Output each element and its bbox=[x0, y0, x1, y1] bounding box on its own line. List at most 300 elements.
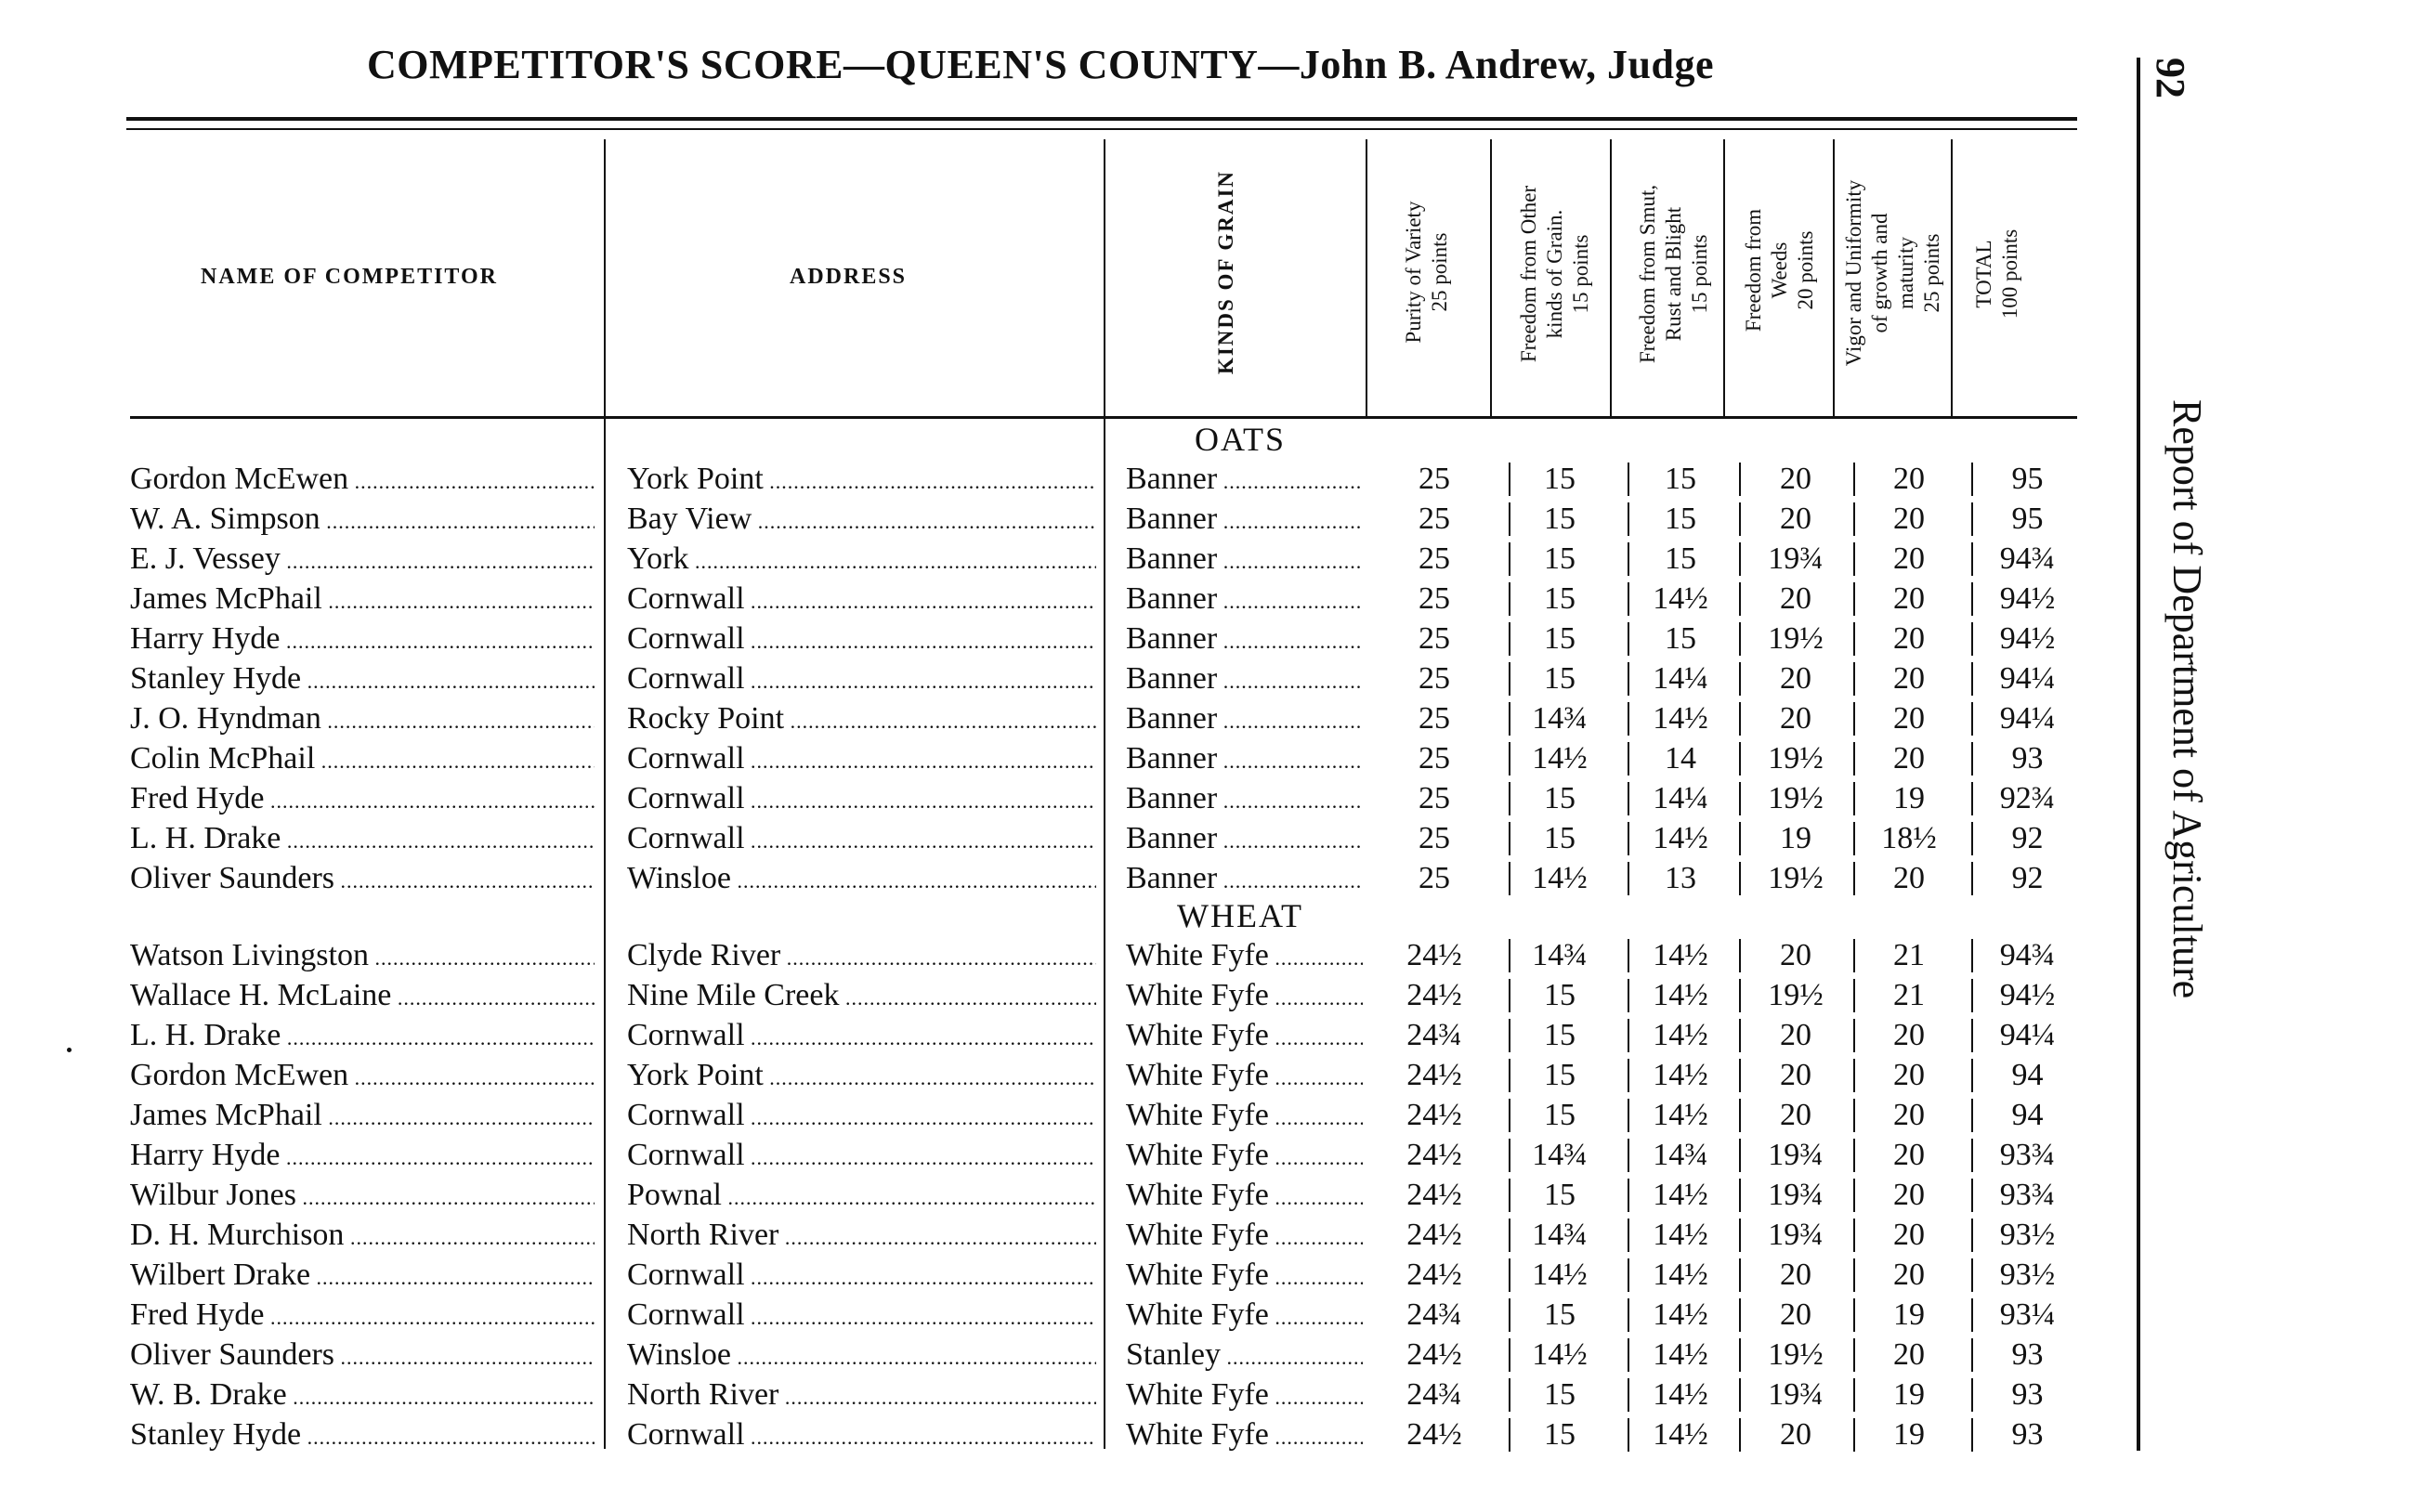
cell-divider bbox=[1509, 1059, 1510, 1092]
competitor-name: Fred Hyde ..... bbox=[130, 1295, 595, 1335]
purity-score: 24½ bbox=[1406, 1098, 1462, 1132]
cell-divider bbox=[1853, 1179, 1855, 1212]
header-divider bbox=[1610, 139, 1612, 416]
total-score: 94¼ bbox=[1999, 661, 2056, 696]
freedom-smut-score: 15 bbox=[1665, 621, 1696, 656]
cell-divider bbox=[1509, 1258, 1510, 1292]
competitor-name: L. H. Drake ..... bbox=[130, 818, 595, 858]
cell-divider bbox=[1739, 502, 1741, 536]
cell-divider bbox=[1971, 1219, 1973, 1252]
cell-divider bbox=[1739, 542, 1741, 576]
header-rule bbox=[126, 117, 2077, 121]
cell-divider bbox=[1853, 1338, 1855, 1372]
grain-kind: Stanley ..... bbox=[1126, 1335, 1363, 1375]
freedom-weeds-score: 20 bbox=[1780, 938, 1811, 972]
header-divider bbox=[1951, 139, 1953, 416]
vigor-score: 20 bbox=[1893, 1098, 1925, 1132]
freedom-weeds-score: 20 bbox=[1780, 1297, 1811, 1332]
table-row bbox=[0, 1215, 2081, 1255]
freedom-weeds-score: 19½ bbox=[1768, 621, 1824, 656]
freedom-grain-score: 15 bbox=[1544, 581, 1576, 616]
cell-divider bbox=[1628, 862, 1629, 895]
competitor-name: Oliver Saunders ..... bbox=[130, 1335, 595, 1375]
purity-score: 24½ bbox=[1406, 1058, 1462, 1092]
total-score: 94½ bbox=[1999, 621, 2056, 656]
cell-divider bbox=[1971, 1139, 1973, 1172]
grain-kind: Banner ..... bbox=[1126, 499, 1363, 539]
cell-divider bbox=[1853, 862, 1855, 895]
vigor-score: 20 bbox=[1893, 581, 1925, 616]
cell-divider bbox=[1628, 1378, 1629, 1412]
freedom-weeds-score: 20 bbox=[1780, 581, 1811, 616]
competitor-address: York ..... bbox=[627, 539, 1096, 579]
competitor-name: Wilbert Drake ..... bbox=[130, 1255, 595, 1295]
vigor-score: 21 bbox=[1893, 978, 1925, 1012]
competitor-address: Cornwall ..... bbox=[627, 818, 1096, 858]
table-row bbox=[0, 459, 2081, 499]
cell-divider bbox=[1971, 1179, 1973, 1212]
freedom-smut-score: 14½ bbox=[1653, 1377, 1708, 1412]
freedom-grain-score: 15 bbox=[1544, 502, 1576, 536]
total-score: 94½ bbox=[1999, 978, 2056, 1012]
competitor-name: James McPhail ..... bbox=[130, 579, 595, 619]
freedom-grain-score: 15 bbox=[1544, 1098, 1576, 1132]
header-total: TOTAL 100 points bbox=[1972, 228, 2021, 319]
cell-divider bbox=[1853, 1378, 1855, 1412]
cell-divider bbox=[1853, 702, 1855, 736]
grain-kind: White Fyfe ..... bbox=[1126, 1375, 1363, 1414]
competitor-name: Colin McPhail ..... bbox=[130, 738, 595, 778]
competitor-name: Harry Hyde ..... bbox=[130, 619, 595, 658]
freedom-weeds-score: 20 bbox=[1780, 1098, 1811, 1132]
cell-divider bbox=[1853, 622, 1855, 656]
freedom-grain-score: 15 bbox=[1544, 1417, 1576, 1452]
cell-divider bbox=[1971, 1258, 1973, 1292]
table-row bbox=[0, 698, 2081, 738]
freedom-smut-score: 14¼ bbox=[1653, 661, 1708, 696]
table-row bbox=[0, 539, 2081, 579]
freedom-grain-score: 15 bbox=[1544, 541, 1576, 576]
freedom-weeds-score: 19½ bbox=[1768, 861, 1824, 895]
freedom-grain-score: 15 bbox=[1544, 1018, 1576, 1052]
cell-divider bbox=[1853, 1059, 1855, 1092]
competitor-address: Cornwall ..... bbox=[627, 579, 1096, 619]
header-address: ADDRESS bbox=[790, 265, 908, 289]
vigor-score: 20 bbox=[1893, 502, 1925, 536]
vigor-score: 20 bbox=[1893, 1018, 1925, 1052]
total-score: 94¾ bbox=[1999, 541, 2056, 576]
section-label-oats: OATS bbox=[1194, 421, 1287, 458]
cell-divider bbox=[1509, 1418, 1510, 1452]
table-row bbox=[0, 1295, 2081, 1335]
grain-kind: Banner ..... bbox=[1126, 698, 1363, 738]
cell-divider bbox=[1628, 622, 1629, 656]
cell-divider bbox=[1509, 979, 1510, 1012]
grain-kind: Banner ..... bbox=[1126, 858, 1363, 898]
total-score: 93 bbox=[2011, 1417, 2044, 1452]
vigor-score: 19 bbox=[1893, 1417, 1925, 1452]
total-score: 93¾ bbox=[1999, 1178, 2056, 1212]
vigor-score: 20 bbox=[1893, 741, 1925, 776]
cell-divider bbox=[1971, 822, 1973, 855]
cell-divider bbox=[1739, 979, 1741, 1012]
cell-divider bbox=[1739, 742, 1741, 776]
cell-divider bbox=[1509, 463, 1510, 496]
freedom-weeds-score: 19¾ bbox=[1768, 1377, 1824, 1412]
purity-score: 25 bbox=[1419, 701, 1450, 736]
page-title: COMPETITOR'S SCORE—QUEEN'S COUNTY—John B. Andrew, Judge bbox=[366, 42, 1715, 87]
total-score: 94 bbox=[2011, 1098, 2044, 1132]
grain-kind: White Fyfe ..... bbox=[1126, 1015, 1363, 1055]
freedom-smut-score: 14½ bbox=[1653, 1178, 1708, 1212]
cell-divider bbox=[1853, 542, 1855, 576]
header-divider bbox=[1723, 139, 1725, 416]
freedom-weeds-score: 20 bbox=[1780, 661, 1811, 696]
cell-divider bbox=[1853, 1258, 1855, 1292]
table-row bbox=[0, 858, 2081, 898]
grain-kind: White Fyfe ..... bbox=[1126, 1215, 1363, 1255]
freedom-weeds-score: 19½ bbox=[1768, 781, 1824, 815]
freedom-grain-score: 15 bbox=[1544, 781, 1576, 815]
vigor-score: 20 bbox=[1893, 621, 1925, 656]
cell-divider bbox=[1853, 1298, 1855, 1332]
purity-score: 25 bbox=[1419, 581, 1450, 616]
freedom-smut-score: 14¼ bbox=[1653, 781, 1708, 815]
competitor-address: Cornwall ..... bbox=[627, 1015, 1096, 1055]
cell-divider bbox=[1853, 662, 1855, 696]
freedom-weeds-score: 19½ bbox=[1768, 1337, 1824, 1372]
cell-divider bbox=[1739, 1338, 1741, 1372]
grain-kind: Banner ..... bbox=[1126, 818, 1363, 858]
freedom-smut-score: 15 bbox=[1665, 462, 1696, 496]
cell-divider bbox=[1628, 1338, 1629, 1372]
cell-divider bbox=[1853, 782, 1855, 815]
cell-divider bbox=[1628, 742, 1629, 776]
cell-divider bbox=[1509, 1298, 1510, 1332]
table-row bbox=[0, 818, 2081, 858]
cell-divider bbox=[1739, 1139, 1741, 1172]
purity-score: 24½ bbox=[1406, 1138, 1462, 1172]
cell-divider bbox=[1739, 1099, 1741, 1132]
freedom-grain-score: 14¾ bbox=[1532, 1218, 1588, 1252]
cell-divider bbox=[1739, 939, 1741, 972]
table-row bbox=[0, 579, 2081, 619]
purity-score: 24½ bbox=[1406, 1417, 1462, 1452]
purity-score: 25 bbox=[1419, 541, 1450, 576]
freedom-smut-score: 14½ bbox=[1653, 1218, 1708, 1252]
competitor-address: Cornwall ..... bbox=[627, 1414, 1096, 1454]
competitor-name: E. J. Vessey ..... bbox=[130, 539, 595, 579]
competitor-address: Cornwall ..... bbox=[627, 1135, 1096, 1175]
cell-divider bbox=[1739, 1378, 1741, 1412]
header-rule-thin bbox=[126, 128, 2077, 130]
cell-divider bbox=[1628, 1099, 1629, 1132]
competitor-address: North River ..... bbox=[627, 1375, 1096, 1414]
competitor-address: Cornwall ..... bbox=[627, 658, 1096, 698]
cell-divider bbox=[1971, 582, 1973, 616]
grain-kind: Banner ..... bbox=[1126, 738, 1363, 778]
table-row bbox=[0, 1255, 2081, 1295]
freedom-grain-score: 15 bbox=[1544, 1058, 1576, 1092]
cell-divider bbox=[1739, 702, 1741, 736]
header-divider bbox=[1104, 139, 1105, 416]
table-row bbox=[0, 1135, 2081, 1175]
total-score: 94¼ bbox=[1999, 701, 2056, 736]
cell-divider bbox=[1853, 1418, 1855, 1452]
cell-divider bbox=[1628, 1019, 1629, 1052]
cell-divider bbox=[1509, 1179, 1510, 1212]
cell-divider bbox=[1971, 1338, 1973, 1372]
purity-score: 25 bbox=[1419, 861, 1450, 895]
cell-divider bbox=[1739, 1019, 1741, 1052]
cell-divider bbox=[1509, 742, 1510, 776]
freedom-weeds-score: 19½ bbox=[1768, 741, 1824, 776]
vigor-score: 20 bbox=[1893, 1178, 1925, 1212]
cell-divider bbox=[1628, 782, 1629, 815]
total-score: 95 bbox=[2011, 462, 2044, 496]
competitor-name: Gordon McEwen ..... bbox=[130, 1055, 595, 1095]
freedom-weeds-score: 20 bbox=[1780, 1258, 1811, 1292]
cell-divider bbox=[1628, 1219, 1629, 1252]
vigor-score: 18½ bbox=[1881, 821, 1937, 855]
grain-kind: Banner ..... bbox=[1126, 579, 1363, 619]
grain-kind: Banner ..... bbox=[1126, 778, 1363, 818]
total-score: 93½ bbox=[1999, 1258, 2056, 1292]
grain-kind: Banner ..... bbox=[1126, 459, 1363, 499]
cell-divider bbox=[1739, 822, 1741, 855]
vigor-score: 19 bbox=[1893, 781, 1925, 815]
cell-divider bbox=[1739, 662, 1741, 696]
freedom-grain-score: 15 bbox=[1544, 1297, 1576, 1332]
competitor-name: James McPhail ..... bbox=[130, 1095, 595, 1135]
freedom-weeds-score: 19½ bbox=[1768, 978, 1824, 1012]
cell-divider bbox=[1509, 862, 1510, 895]
competitor-name: D. H. Murchison ..... bbox=[130, 1215, 595, 1255]
purity-score: 25 bbox=[1419, 621, 1450, 656]
competitor-name: Wilbur Jones ..... bbox=[130, 1175, 595, 1215]
freedom-weeds-score: 19¾ bbox=[1768, 1178, 1824, 1212]
cell-divider bbox=[1971, 939, 1973, 972]
cell-divider bbox=[1853, 463, 1855, 496]
cell-divider bbox=[1509, 582, 1510, 616]
grain-kind: White Fyfe ..... bbox=[1126, 1255, 1363, 1295]
freedom-smut-score: 14½ bbox=[1653, 1258, 1708, 1292]
cell-divider bbox=[1971, 622, 1973, 656]
cell-divider bbox=[1509, 939, 1510, 972]
cell-divider bbox=[1628, 702, 1629, 736]
freedom-smut-score: 14½ bbox=[1653, 1297, 1708, 1332]
cell-divider bbox=[1509, 822, 1510, 855]
cell-divider bbox=[1509, 1219, 1510, 1252]
table-row bbox=[0, 738, 2081, 778]
cell-divider bbox=[1971, 1019, 1973, 1052]
cell-divider bbox=[1628, 662, 1629, 696]
table-row bbox=[0, 778, 2081, 818]
freedom-smut-score: 15 bbox=[1665, 541, 1696, 576]
cell-divider bbox=[1853, 822, 1855, 855]
vigor-score: 20 bbox=[1893, 701, 1925, 736]
total-score: 93¾ bbox=[1999, 1138, 2056, 1172]
freedom-weeds-score: 20 bbox=[1780, 1058, 1811, 1092]
cell-divider bbox=[1628, 822, 1629, 855]
competitor-name: Wallace H. McLaine ..... bbox=[130, 975, 595, 1015]
cell-divider bbox=[1628, 582, 1629, 616]
cell-divider bbox=[1509, 1099, 1510, 1132]
cell-divider bbox=[1853, 1019, 1855, 1052]
freedom-smut-score: 15 bbox=[1665, 502, 1696, 536]
competitor-address: Rocky Point ..... bbox=[627, 698, 1096, 738]
cell-divider bbox=[1509, 542, 1510, 576]
competitor-name: Stanley Hyde ..... bbox=[130, 1414, 595, 1454]
freedom-weeds-score: 19¾ bbox=[1768, 1218, 1824, 1252]
vigor-score: 20 bbox=[1893, 462, 1925, 496]
competitor-name: W. B. Drake ..... bbox=[130, 1375, 595, 1414]
competitor-address: Cornwall ..... bbox=[627, 1255, 1096, 1295]
grain-kind: White Fyfe ..... bbox=[1126, 1414, 1363, 1454]
purity-score: 25 bbox=[1419, 502, 1450, 536]
total-score: 93¼ bbox=[1999, 1297, 2056, 1332]
page-margin-rule bbox=[2137, 58, 2140, 1451]
competitor-address: Winsloe ..... bbox=[627, 858, 1096, 898]
page-number: 92 bbox=[2148, 58, 2193, 98]
competitor-name: Watson Livingston ..... bbox=[130, 935, 595, 975]
competitor-address: Nine Mile Creek ..... bbox=[627, 975, 1096, 1015]
grain-kind: White Fyfe ..... bbox=[1126, 1095, 1363, 1135]
freedom-smut-score: 14½ bbox=[1653, 1098, 1708, 1132]
freedom-grain-score: 15 bbox=[1544, 661, 1576, 696]
table-row bbox=[0, 1335, 2081, 1375]
cell-divider bbox=[1739, 1179, 1741, 1212]
competitor-name: Stanley Hyde ..... bbox=[130, 658, 595, 698]
header-purity: Purity of Variety 25 points bbox=[1402, 201, 1451, 344]
competitor-address: Cornwall ..... bbox=[627, 1295, 1096, 1335]
header-freedom-weeds: Freedom from Weeds 20 points bbox=[1742, 208, 1817, 332]
freedom-weeds-score: 19¾ bbox=[1768, 541, 1824, 576]
competitor-name: Oliver Saunders ..... bbox=[130, 858, 595, 898]
competitor-address: Pownal ..... bbox=[627, 1175, 1096, 1215]
grain-kind: White Fyfe ..... bbox=[1126, 975, 1363, 1015]
freedom-weeds-score: 20 bbox=[1780, 502, 1811, 536]
cell-divider bbox=[1853, 1139, 1855, 1172]
total-score: 92 bbox=[2011, 861, 2044, 895]
vigor-score: 20 bbox=[1893, 861, 1925, 895]
freedom-smut-score: 14¾ bbox=[1653, 1138, 1708, 1172]
cell-divider bbox=[1739, 862, 1741, 895]
cell-divider bbox=[1509, 502, 1510, 536]
total-score: 95 bbox=[2011, 502, 2044, 536]
total-score: 93 bbox=[2011, 1337, 2044, 1372]
freedom-grain-score: 14½ bbox=[1532, 861, 1588, 895]
cell-divider bbox=[1739, 782, 1741, 815]
cell-divider bbox=[1853, 1219, 1855, 1252]
header-divider bbox=[1833, 139, 1835, 416]
vigor-score: 20 bbox=[1893, 1058, 1925, 1092]
table-row bbox=[0, 1015, 2081, 1055]
table-row bbox=[0, 1055, 2081, 1095]
freedom-smut-score: 14½ bbox=[1653, 1058, 1708, 1092]
cell-divider bbox=[1971, 782, 1973, 815]
table-row bbox=[0, 499, 2081, 539]
total-score: 93 bbox=[2011, 741, 2044, 776]
purity-score: 25 bbox=[1419, 821, 1450, 855]
purity-score: 24½ bbox=[1406, 938, 1462, 972]
header-divider bbox=[1490, 139, 1492, 416]
cell-divider bbox=[1739, 622, 1741, 656]
freedom-smut-score: 14½ bbox=[1653, 821, 1708, 855]
cell-divider bbox=[1971, 979, 1973, 1012]
purity-score: 24½ bbox=[1406, 1218, 1462, 1252]
cell-divider bbox=[1509, 1378, 1510, 1412]
cell-divider bbox=[1509, 1338, 1510, 1372]
table-row bbox=[0, 1095, 2081, 1135]
purity-score: 24½ bbox=[1406, 1178, 1462, 1212]
cell-divider bbox=[1628, 463, 1629, 496]
cell-divider bbox=[1853, 939, 1855, 972]
cell-divider bbox=[1739, 1298, 1741, 1332]
competitor-address: York Point ..... bbox=[627, 459, 1096, 499]
purity-score: 25 bbox=[1419, 781, 1450, 815]
grain-kind: Banner ..... bbox=[1126, 539, 1363, 579]
cell-divider bbox=[1628, 979, 1629, 1012]
freedom-grain-score: 15 bbox=[1544, 462, 1576, 496]
total-score: 94¼ bbox=[1999, 1018, 2056, 1052]
cell-divider bbox=[1628, 1418, 1629, 1452]
cell-divider bbox=[1971, 1298, 1973, 1332]
freedom-weeds-score: 19¾ bbox=[1768, 1138, 1824, 1172]
grain-kind: White Fyfe ..... bbox=[1126, 1135, 1363, 1175]
competitor-address: Bay View ..... bbox=[627, 499, 1096, 539]
competitor-address: Winsloe ..... bbox=[627, 1335, 1096, 1375]
competitor-name: Harry Hyde ..... bbox=[130, 1135, 595, 1175]
freedom-grain-score: 14¾ bbox=[1532, 1138, 1588, 1172]
cell-divider bbox=[1853, 979, 1855, 1012]
cell-divider bbox=[1971, 1099, 1973, 1132]
total-score: 93 bbox=[2011, 1377, 2044, 1412]
table-row bbox=[0, 1175, 2081, 1215]
freedom-smut-score: 13 bbox=[1665, 861, 1696, 895]
purity-score: 25 bbox=[1419, 741, 1450, 776]
purity-score: 24¾ bbox=[1406, 1018, 1462, 1052]
freedom-smut-score: 14½ bbox=[1653, 938, 1708, 972]
freedom-smut-score: 14½ bbox=[1653, 701, 1708, 736]
cell-divider bbox=[1739, 1418, 1741, 1452]
stray-mark bbox=[67, 1048, 72, 1052]
running-head: Report of Department of Agriculture bbox=[2164, 399, 2210, 999]
freedom-grain-score: 14½ bbox=[1532, 1258, 1588, 1292]
freedom-grain-score: 15 bbox=[1544, 821, 1576, 855]
cell-divider bbox=[1853, 1099, 1855, 1132]
purity-score: 25 bbox=[1419, 661, 1450, 696]
header-divider bbox=[1366, 139, 1367, 416]
purity-score: 24½ bbox=[1406, 978, 1462, 1012]
freedom-smut-score: 14½ bbox=[1653, 1337, 1708, 1372]
purity-score: 24¾ bbox=[1406, 1297, 1462, 1332]
cell-divider bbox=[1739, 582, 1741, 616]
vigor-score: 19 bbox=[1893, 1297, 1925, 1332]
grain-kind: White Fyfe ..... bbox=[1126, 1175, 1363, 1215]
vigor-score: 20 bbox=[1893, 541, 1925, 576]
freedom-grain-score: 15 bbox=[1544, 978, 1576, 1012]
freedom-weeds-score: 20 bbox=[1780, 1417, 1811, 1452]
grain-kind: Banner ..... bbox=[1126, 658, 1363, 698]
header-vigor: Vigor and Uniformity of growth and maturity 25 points bbox=[1842, 179, 1943, 367]
cell-divider bbox=[1628, 1139, 1629, 1172]
competitor-address: York Point ..... bbox=[627, 1055, 1096, 1095]
cell-divider bbox=[1509, 702, 1510, 736]
cell-divider bbox=[1971, 502, 1973, 536]
competitor-name: J. O. Hyndman ..... bbox=[130, 698, 595, 738]
grain-kind: White Fyfe ..... bbox=[1126, 1295, 1363, 1335]
